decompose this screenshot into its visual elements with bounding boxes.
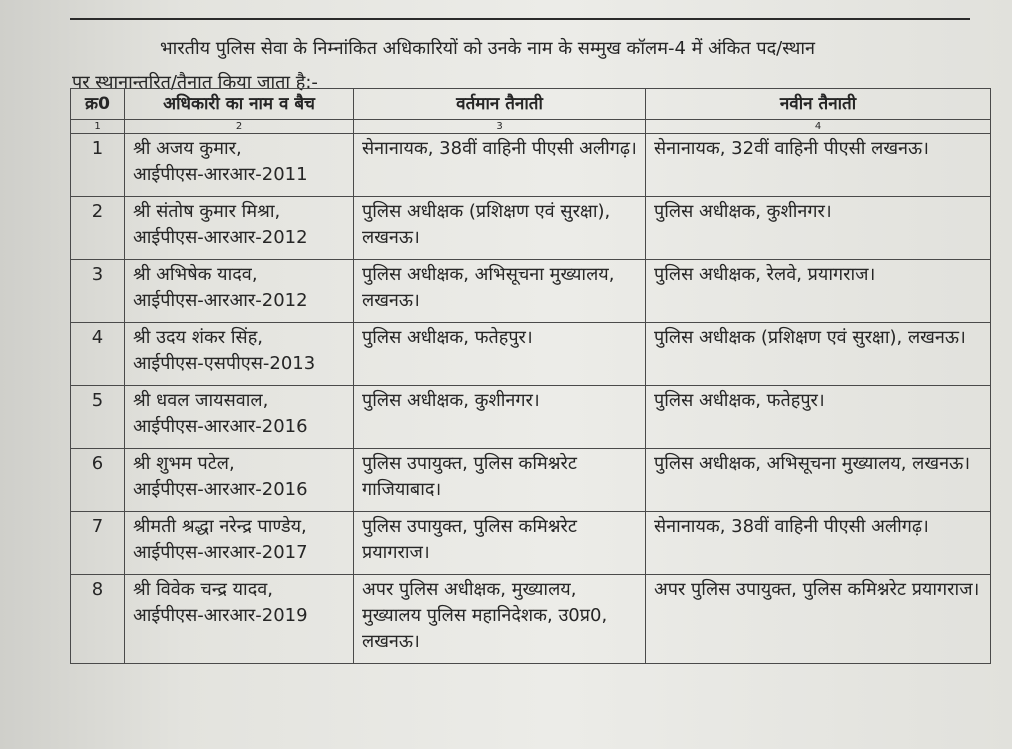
column-number-row — [71, 120, 991, 134]
header-serial-number: क्र0 — [71, 89, 125, 120]
current-posting-cell: पुलिस अधीक्षक, फतेहपुर। — [354, 323, 646, 386]
table-row — [71, 134, 991, 197]
new-posting-cell: सेनानायक, 32वीं वाहिनी पीएसी लखनऊ। — [646, 134, 991, 197]
officer-name: श्रीमती श्रद्धा नरेन्द्र पाण्डेय, — [133, 516, 307, 537]
officer-name: श्री धवल जायसवाल, — [133, 390, 269, 411]
serial-number-cell: 3 — [71, 260, 125, 323]
officer-batch: आईपीएस-आरआर-2016 — [133, 479, 308, 500]
serial-number-cell: 4 — [71, 323, 125, 386]
serial-number-cell: 6 — [71, 449, 125, 512]
officer-cell — [125, 134, 354, 197]
officer-name: श्री अभिषेक यादव, — [133, 264, 258, 285]
officer-batch: आईपीएस-आरआर-2012 — [133, 290, 308, 311]
current-posting-cell: पुलिस अधीक्षक, अभिसूचना मुख्यालय, लखनऊ। — [354, 260, 646, 323]
intro-line-1: भारतीय पुलिस सेवा के निम्नांकित अधिकारियों को उनके नाम के सम्मुख कॉलम-4 में अंकित पद/स्थान — [160, 38, 816, 59]
officer-cell — [125, 512, 354, 575]
officer-batch: आईपीएस-आरआर-2019 — [133, 605, 308, 626]
new-posting-cell: पुलिस अधीक्षक, फतेहपुर। — [646, 386, 991, 449]
new-posting-cell: पुलिस अधीक्षक (प्रशिक्षण एवं सुरक्षा), लखनऊ। — [646, 323, 991, 386]
current-posting-cell: पुलिस उपायुक्त, पुलिस कमिश्नरेट गाजियाबाद। — [354, 449, 646, 512]
current-posting-cell: पुलिस अधीक्षक (प्रशिक्षण एवं सुरक्षा), लखनऊ। — [354, 197, 646, 260]
officer-batch: आईपीएस-आरआर-2016 — [133, 416, 308, 437]
officer-cell — [125, 197, 354, 260]
officer-cell — [125, 260, 354, 323]
serial-number-cell: 7 — [71, 512, 125, 575]
officer-name: श्री विवेक चन्द्र यादव, — [133, 579, 274, 600]
table-header-row — [71, 89, 991, 120]
header-officer-name-batch: अधिकारी का नाम व बैच — [125, 89, 354, 120]
new-posting-cell: पुलिस अधीक्षक, कुशीनगर। — [646, 197, 991, 260]
current-posting-cell: सेनानायक, 38वीं वाहिनी पीएसी अलीगढ़। — [354, 134, 646, 197]
officer-name: श्री शुभम पटेल, — [133, 453, 235, 474]
table-row — [71, 512, 991, 575]
column-number: 2 — [125, 120, 354, 134]
officer-batch: आईपीएस-आरआर-2017 — [133, 542, 308, 563]
officer-cell — [125, 449, 354, 512]
table-row — [71, 449, 991, 512]
cropped-header-line — [70, 0, 970, 20]
officer-batch: आईपीएस-आरआर-2012 — [133, 227, 308, 248]
serial-number-cell: 1 — [71, 134, 125, 197]
current-posting-cell: पुलिस अधीक्षक, कुशीनगर। — [354, 386, 646, 449]
transfer-table — [70, 88, 991, 664]
table-row — [71, 575, 991, 664]
cropped-footer-line — [250, 736, 1010, 749]
table-row — [71, 260, 991, 323]
new-posting-cell: अपर पुलिस उपायुक्त, पुलिस कमिश्नरेट प्रयागराज। — [646, 575, 991, 664]
header-current-posting: वर्तमान तैनाती — [354, 89, 646, 120]
officer-batch: आईपीएस-आरआर-2011 — [133, 164, 308, 185]
header-new-posting: नवीन तैनाती — [646, 89, 991, 120]
serial-number-cell: 5 — [71, 386, 125, 449]
officer-name: श्री संतोष कुमार मिश्रा, — [133, 201, 281, 222]
current-posting-cell: पुलिस उपायुक्त, पुलिस कमिश्नरेट प्रयागराज। — [354, 512, 646, 575]
serial-number-cell: 2 — [71, 197, 125, 260]
column-number: 4 — [646, 120, 991, 134]
officer-name: श्री अजय कुमार, — [133, 138, 242, 159]
table-row — [71, 323, 991, 386]
officer-name: श्री उदय शंकर सिंह, — [133, 327, 263, 348]
officer-cell — [125, 323, 354, 386]
officer-cell — [125, 386, 354, 449]
officer-batch: आईपीएस-एसपीएस-2013 — [133, 353, 316, 374]
column-number: 3 — [354, 120, 646, 134]
new-posting-cell: पुलिस अधीक्षक, रेलवे, प्रयागराज। — [646, 260, 991, 323]
new-posting-cell: पुलिस अधीक्षक, अभिसूचना मुख्यालय, लखनऊ। — [646, 449, 991, 512]
officer-cell — [125, 575, 354, 664]
table-row — [71, 386, 991, 449]
intro-line-2: पर स्थानान्तरित/तैनात किया जाता है:- — [72, 72, 318, 93]
current-posting-cell: अपर पुलिस अधीक्षक, मुख्यालय, मुख्यालय पुलिस महानिदेशक, उ0प्र0, लखनऊ। — [354, 575, 646, 664]
table-row — [71, 197, 991, 260]
serial-number-cell: 8 — [71, 575, 125, 664]
new-posting-cell: सेनानायक, 38वीं वाहिनी पीएसी अलीगढ़। — [646, 512, 991, 575]
column-number: 1 — [71, 120, 125, 134]
